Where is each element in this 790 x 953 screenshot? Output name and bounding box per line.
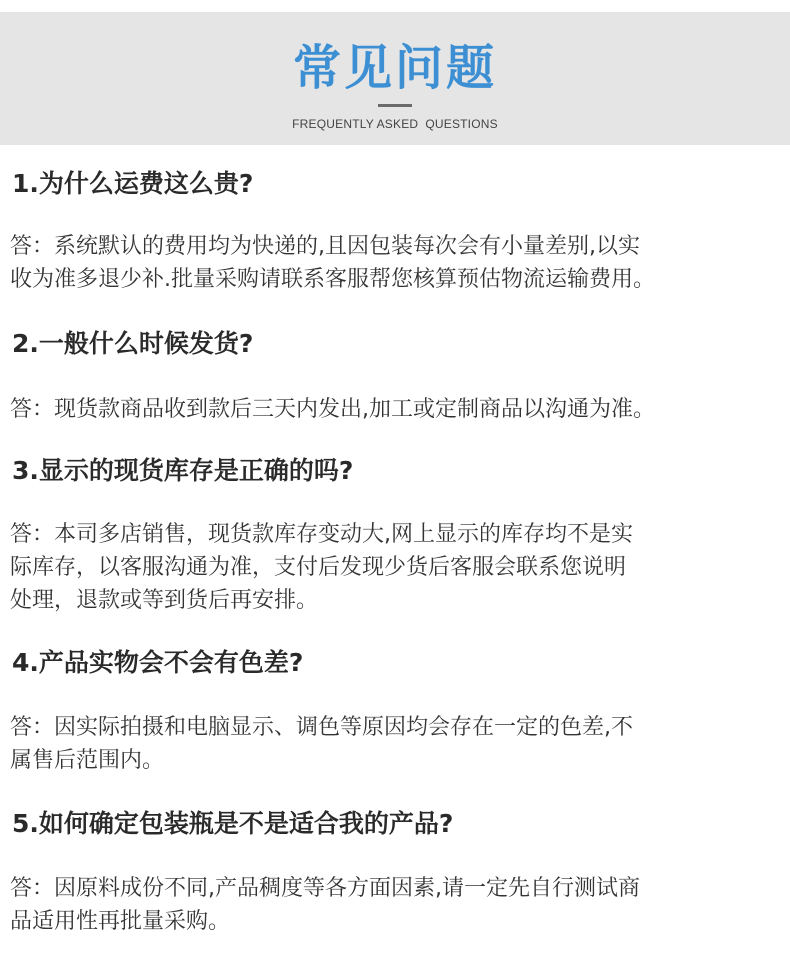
faq-answer-1: [10, 230, 782, 296]
faq-question-3: 3.显示的现货库存是正确的吗?: [12, 456, 354, 485]
faq-answer-line: 答：现货款商品收到款后三天内发出,加工或定制商品以沟通为准。: [10, 397, 655, 422]
page-subtitle: FREQUENTLY ASKED QUESTIONS: [292, 117, 498, 131]
faq-question-4: 4.产品实物会不会有色差?: [12, 648, 304, 677]
faq-answer-line: 际库存，以客服沟通为准，支付后发现少货后客服会联系您说明: [10, 555, 627, 580]
faq-answer-5: [10, 872, 782, 938]
faq-question-5: 5.如何确定包装瓶是不是适合我的产品?: [12, 809, 454, 838]
faq-answer-line: 答：因原料成份不同,产品稠度等各方面因素,请一定先自行测试商: [10, 876, 640, 901]
faq-answer-line: 答：本司多店销售，现货款库存变动大,网上显示的库存均不是实: [10, 522, 633, 547]
faq-answer-3: [10, 518, 782, 617]
faq-question-1: 1.为什么运费这么贵?: [12, 169, 254, 198]
faq-question-2: 2.一般什么时候发货?: [12, 329, 254, 358]
faq-answer-4: [10, 711, 782, 777]
page-title: 常见问题: [292, 40, 497, 96]
faq-answer-2: [10, 393, 782, 426]
faq-answer-line: 收为准多退少补.批量采购请联系客服帮您核算预估物流运输费用。: [10, 267, 655, 292]
faq-answer-line: 属售后范围内。: [10, 748, 165, 773]
faq-answer-line: 答：因实际拍摄和电脑显示、调色等原因均会存在一定的色差,不: [10, 715, 633, 740]
faq-answer-line: 处理，退款或等到货后再安排。: [10, 588, 319, 613]
faq-answer-line: 品适用性再批量采购。: [10, 909, 231, 934]
faq-header-banner: [0, 12, 790, 145]
faq-answer-line: 答：系统默认的费用均为快递的,且因包装每次会有小量差别,以实: [10, 234, 640, 259]
title-divider: [378, 104, 412, 107]
